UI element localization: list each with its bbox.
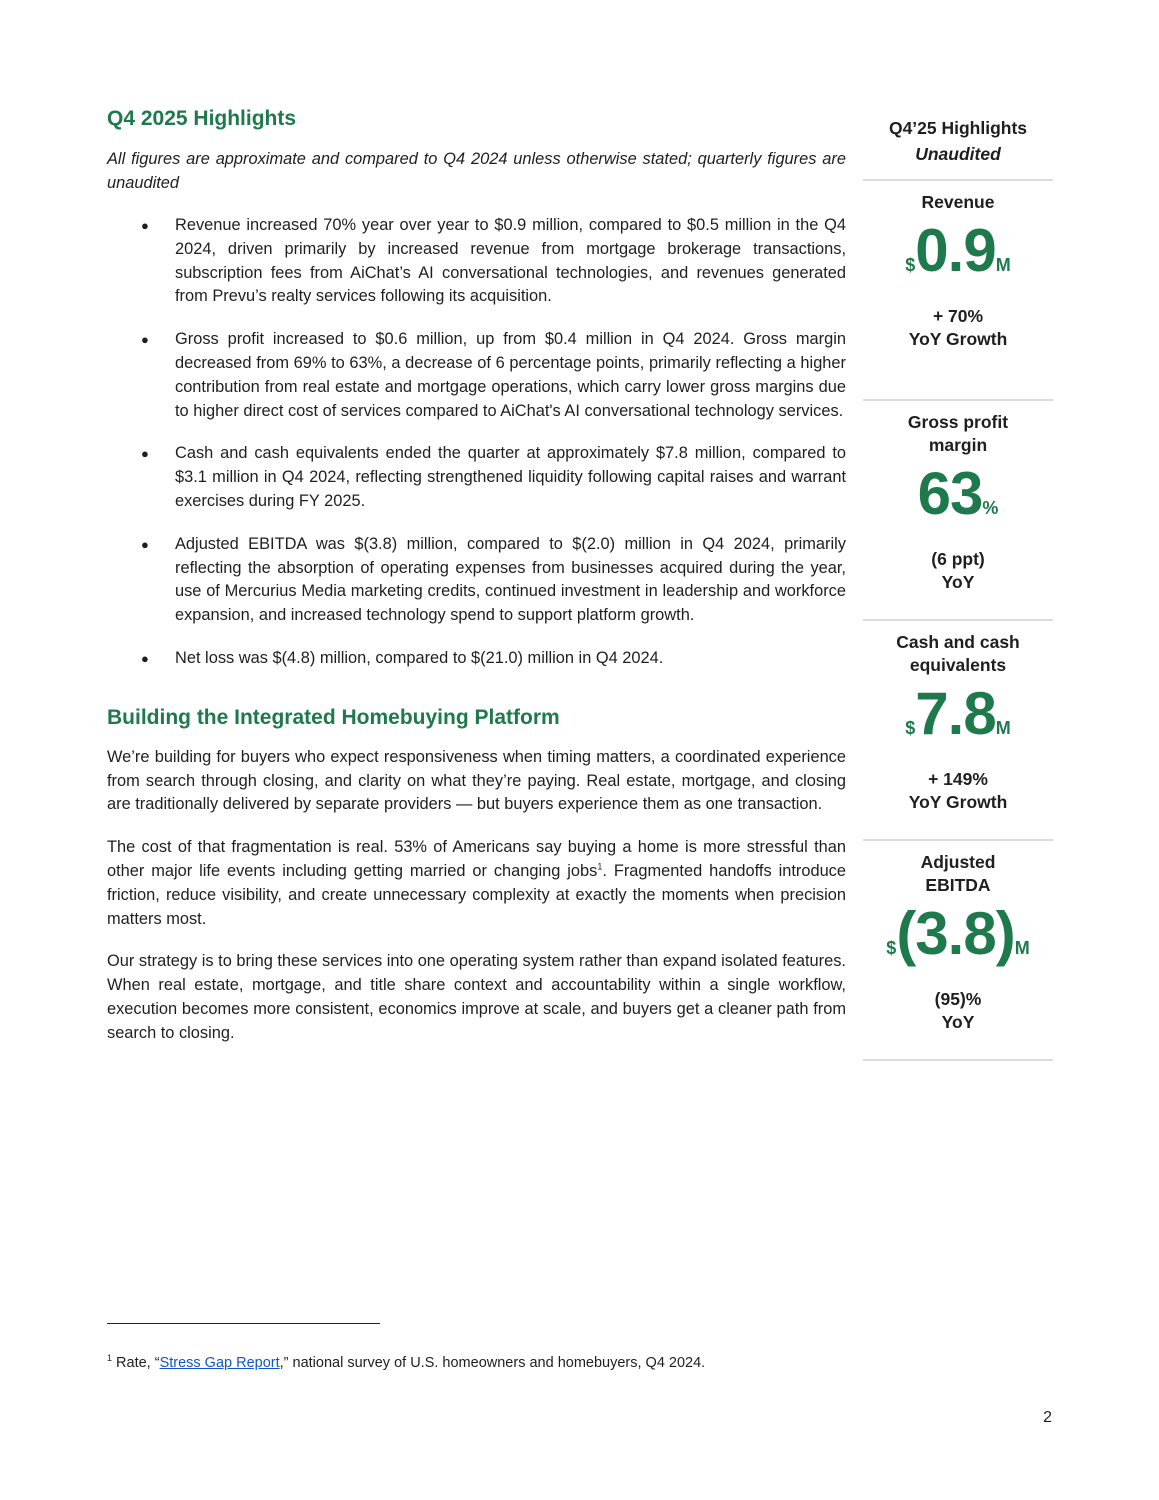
- bullet-icon: ●: [141, 536, 149, 552]
- highlights-heading: Q4 2025 Highlights: [107, 107, 297, 130]
- bullet-icon: ●: [141, 650, 149, 666]
- sidebar-title: Q4’25 Highlights: [888, 118, 1028, 138]
- list-item: ● Revenue increased 70% year over year to $0.9 million, compared to $0.5 million in the Q4 2024, driven primarily by increased revenue from mortgage brokerage transactions, subscription fees from AiChat’s AI conversational technologies, and revenues generated from Prevu’s realty services following its acquisition.: [141, 216, 846, 306]
- list-item: ● Cash and cash equivalents ended the quarter at approximately $7.8 million, compared to $3.1 million in Q4 2024, reflecting strengthened liquidity following capital raises and warrant exercises during FY 2025.: [141, 444, 846, 510]
- metric-value: $0.9M: [905, 217, 1011, 284]
- highlights-sidebar: [863, 115, 1053, 1061]
- metric-value: 63%: [917, 460, 999, 527]
- footnote: $^1$ Rate, “Stress Gap Report,” national survey of U.S. homeowners and homebuyers, Q4 2024.: [107, 1353, 706, 1371]
- bullet-icon: ●: [141, 218, 149, 233]
- list-item: ● Gross profit increased to $0.6 million, up from $0.4 million in Q4 2024. Gross margin decreased from 69% to 63%, a decrease of 6 percentage points, primarily reflecting a higher contribution from real estate and mortgage operations, which carry lower gross margins due to higher direct cost of services compared to AiChat's AI conversational technology services.: [141, 330, 846, 420]
- list-item: ● Adjusted EBITDA was $(3.8) million, compared to $(2.0) million in Q4 2024, primarily reflecting the absorption of operating expenses from businesses acquired during the year, use of Mercurius Media marketing credits, continued investment in leadership and workforce expansion, and increased technology spend to support platform growth.: [141, 534, 846, 625]
- highlights-list: [107, 214, 846, 671]
- metric-value: $(3.8)M: [886, 900, 1030, 967]
- stress-gap-report-link[interactable]: Stress Gap Report: [159, 1355, 280, 1371]
- paragraph-2: The cost of that fragmentation is real. 53% of Americans say buying a home is more stressful than other major life events including getting married or changing jobs$^1$. Fragmented handoffs introduce friction, reduce visibility, and create unnecessary complexity at exactly the moments when precision matters most.: [107, 838, 846, 928]
- paragraph-1: We’re building for buyers who expect responsiveness when timing matters, a coordinated experience from search through closing, and clarity on what they’re paying. Real estate, mortgage, and closing are traditionally delivered by separate providers — but buyers experience them as one transaction.: [107, 747, 846, 814]
- sidebar-subtitle: Unaudited: [915, 144, 1001, 164]
- metric-gross-margin: Gross profit margin 63% (6 ppt) YoY: [863, 401, 1053, 621]
- metric-revenue: Revenue $0.9M + 70% YoY Growth: [863, 181, 1053, 401]
- bullet-icon: ●: [141, 332, 149, 348]
- paragraph-3: Our strategy is to bring these services into one operating system rather than expand isolated features. When real estate, mortgage, and title share context and accountability within a single workflow, execution becomes more consistent, economics improve at scale, and buyers get a cleaner path from search to closing.: [107, 952, 846, 1042]
- main-content: [107, 104, 846, 1046]
- sidebar-header: [863, 115, 1053, 181]
- footnote-ref[interactable]: 1: [597, 861, 603, 872]
- list-item: ● Net loss was $(4.8) million, compared to $(21.0) million in Q4 2024.: [107, 647, 846, 671]
- intro-note: All figures are approximate and compared to Q4 2024 unless otherwise stated; quarterly figures are unaudited: [107, 150, 846, 192]
- footnote-divider: [107, 1323, 380, 1324]
- platform-heading: Building the Integrated Homebuying Platform: [107, 705, 560, 729]
- metric-cash: Cash and cash equivalents $7.8M + 149% YoY Growth: [863, 621, 1053, 841]
- metric-value: $7.8M: [905, 680, 1011, 747]
- page-number: 2: [1043, 1409, 1052, 1426]
- bullet-icon: ●: [141, 446, 149, 462]
- metric-adjusted-ebitda: Adjusted EBITDA $(3.8)M (95)% YoY: [863, 841, 1053, 1061]
